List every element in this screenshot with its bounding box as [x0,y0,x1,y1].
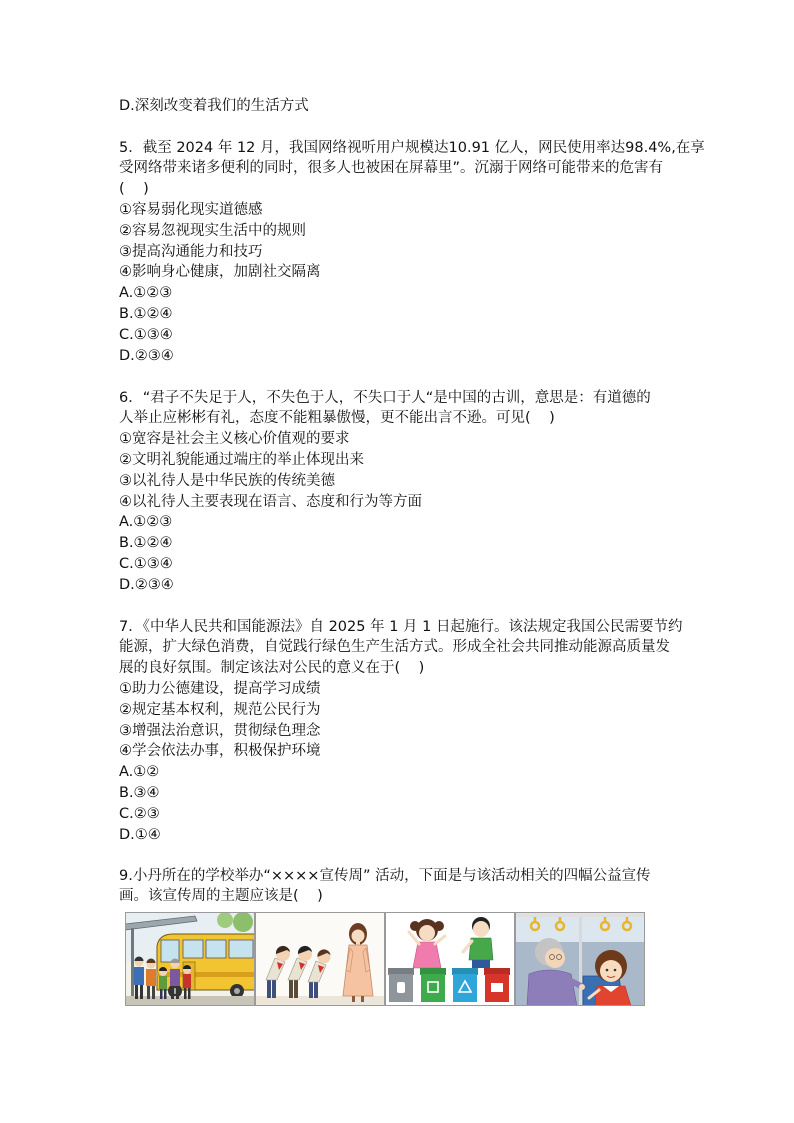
question-stem-line: 人举止应彬彬有礼，态度不能粗暴傲慢，更不能出言不逊。可见( ) [119,410,555,427]
question-stem-line: 能源，扩大绿色消费，自觉践行绿色生产生活方式。形成全社会共同推动能源高质量发 [119,639,670,656]
option-d: D.②③④ [119,576,174,593]
statement-4: ④学会依法办事，积极保护环境 [119,743,321,760]
green-bin [420,968,446,1002]
bottle-icon [397,982,405,993]
statement-4: ④影响身心健康，加剧社交隔离 [119,264,321,281]
pole [579,917,582,1006]
statement-1: ①助力公德建设，提高学习成绩 [119,680,321,697]
question-6 [119,388,719,596]
statement-2: ②容易忽视现实生活中的规则 [119,222,306,239]
statement-1: ①宽容是社会主义核心价值观的要求 [119,431,350,448]
statement-1: ①容易弱化现实道德感 [119,201,263,218]
question-stem-line: 展的良好氛围。制定该法对公民的意义在于( ) [119,660,425,677]
option-b: B.①②④ [119,305,173,322]
question-stem-line: 画。该宣传周的主题应该是( ) [119,888,323,905]
question-stem-line: 5．截至 2024 年 12 月，我国网络视听用户规模达10.91 亿人，网民使用率达98.4%,在享 [119,139,705,156]
question-stem-line: 9.小丹所在的学校举办“××××宣传周” 活动，下面是与该活动相关的四幅公益宣传 [119,867,651,884]
answer-blank: ( ) [119,181,149,198]
question-stem-line: 7．《中华人民共和国能源法》自 2025 年 1 月 1 日起施行。该法规定我国公民需要节约 [119,618,683,635]
option-a: A.①②③ [119,285,173,302]
option-a: A.①② [119,764,160,781]
question-stem-line: 6．“君子不失足于人，不失色于人，不失口于人“是中国的古训，意思是：有道德的 [119,389,651,406]
option-c: C.①③④ [119,555,173,572]
statement-3: ③增强法治意识，贯彻绿色理念 [119,722,321,739]
garbage-sorting-picture [385,912,515,1006]
hazardous-waste-icon [491,983,503,992]
gray-bin [388,968,414,1002]
option-a: A.①②③ [119,514,173,531]
offering-seat-picture [515,912,645,1006]
option-d: D.①④ [119,826,161,843]
statement-3: ③以礼待人是中华民族的传统美德 [119,472,335,489]
students-greeting-teacher-picture [255,912,385,1006]
option-b: B.③④ [119,784,160,801]
statement-3: ③提高沟通能力和技巧 [119,243,263,260]
bus-stop-queue-picture [125,912,255,1006]
question-9 [119,866,719,908]
question-5 [119,138,719,367]
option-d: D.深刻改变着我们的生活方式 [119,97,309,114]
statement-4: ④以礼待人主要表现在语言、态度和行为等方面 [119,493,422,510]
poster-strip [125,912,645,1006]
option-d: D.②③④ [119,347,174,364]
option-b: B.①②④ [119,535,173,552]
option-c: C.①③④ [119,326,173,343]
question-stem-line: 受网络带来诸多便利的同时，很多人也被困在屏幕里”。沉溺于网络可能带来的危害有 [119,160,664,177]
option-c: C.②③ [119,805,160,822]
question-7 [119,617,719,846]
top-rail [515,914,645,917]
previous-question-tail [119,96,719,117]
red-bin [484,968,510,1002]
statement-2: ②规定基本权利，规范公民行为 [119,701,321,718]
statement-2: ②文明礼貌能通过端庄的举止体现出来 [119,451,364,468]
blue-bin [452,968,478,1002]
